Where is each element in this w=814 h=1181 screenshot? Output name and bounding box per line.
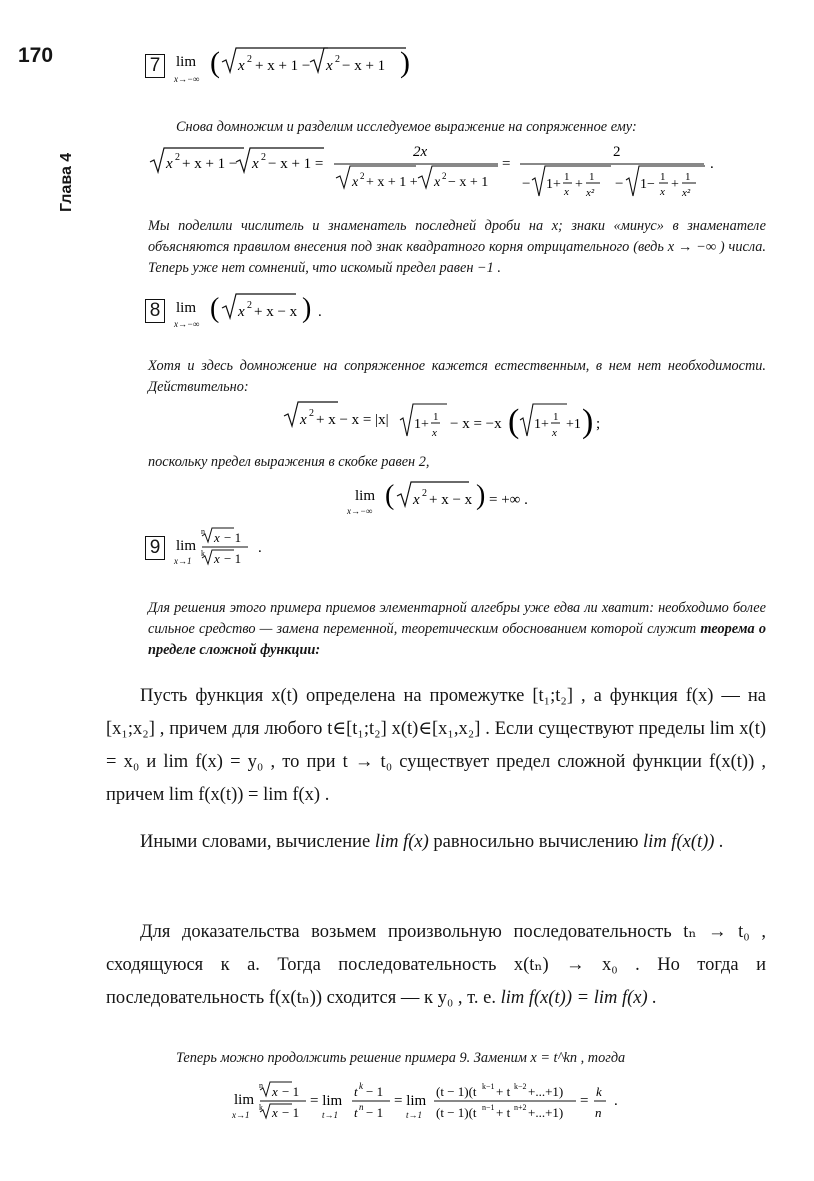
svg-text:.: . <box>258 540 262 556</box>
svg-text:(: ( <box>210 293 220 324</box>
svg-text:x: x <box>564 186 569 198</box>
svg-text:n−1: n−1 <box>482 1103 495 1112</box>
svg-text:.: . <box>614 1093 618 1109</box>
svg-text:1: 1 <box>589 171 595 183</box>
svg-text:(t − 1)(t: (t − 1)(t <box>436 1084 477 1099</box>
svg-text:(: ( <box>508 403 520 440</box>
svg-text:2: 2 <box>247 54 252 65</box>
svg-text:− 1: − 1 <box>282 1105 300 1120</box>
svg-text:1+: 1+ <box>414 417 429 432</box>
svg-text:= +∞ .: = +∞ . <box>489 492 528 508</box>
svg-text:x: x <box>238 58 245 74</box>
svg-text:t: t <box>354 1084 358 1099</box>
chapter-label-text: Глава 4 <box>58 152 75 212</box>
svg-text:x: x <box>552 427 557 439</box>
svg-text:lim: lim <box>176 538 197 554</box>
svg-text:x: x <box>300 412 307 428</box>
svg-text:lim: lim <box>176 300 197 316</box>
svg-text:x: x <box>252 156 259 172</box>
svg-text:− 1: − 1 <box>282 1084 300 1099</box>
svg-text:2: 2 <box>422 488 427 499</box>
svg-text:− x + 1: − x + 1 <box>342 58 386 74</box>
paragraph-4: поскольку предел выражения в скобке равен 2, <box>148 454 430 470</box>
svg-text:x: x <box>660 186 665 198</box>
example-8-number: 8 <box>145 299 165 323</box>
svg-text:+...+1): +...+1) <box>528 1105 564 1120</box>
svg-text:1+: 1+ <box>534 417 549 432</box>
chapter-label <box>58 150 78 220</box>
svg-text:+ x − x = |x|: + x − x = |x| <box>316 412 389 428</box>
example-7-expression <box>172 44 412 88</box>
paragraph-1: Снова домножим и разделим исследуемое выражение на сопряженное ему: <box>176 119 637 135</box>
svg-text:−: − <box>615 176 624 192</box>
theorem-rephrase: Иными словами, вычисление lim f(x) равносильно вычислению lim f(x(t)) . <box>140 832 724 852</box>
svg-text:2x: 2x <box>413 144 428 160</box>
svg-text:− x = −x: − x = −x <box>450 416 502 432</box>
svg-text:x: x <box>272 1084 278 1099</box>
paragraph-2: Мы поделили числитель и знаменатель последней дроби на x; знаки «минус» в знаменателе объясняются правилом внесения под знак квадратного корня отрицательного (ведь x → −∞ ) числа. Теперь уже нет сомнений, что искомый предел равен −1 . <box>148 218 766 276</box>
example-9-number: 9 <box>145 536 165 560</box>
svg-text:= lim: = lim <box>394 1093 427 1109</box>
theorem-text: Пусть функция x(t) определена на промежутке [t₁;t₂] , а функция f(x) — на [x₁;x₂] , причем для любого t∈[t₁;t₂] x(t)∈[x₁,x₂] . Если существуют пределы lim x(t) = x₀ и lim f(x) = y₀ , то при t → t₀ существует предел сложной функции f(x(t)) , причем lim f(x(t)) = lim f(x) . <box>106 686 766 805</box>
svg-text:− x + 1 =: − x + 1 = <box>268 156 324 172</box>
svg-text:2: 2 <box>247 300 252 311</box>
svg-text:n: n <box>259 1081 263 1090</box>
svg-text:1−: 1− <box>640 177 655 192</box>
svg-text:;: ; <box>596 416 601 432</box>
svg-text:+ x + 1 −: + x + 1 − <box>255 58 311 74</box>
svg-text:1: 1 <box>685 171 691 183</box>
svg-text:− 1: − 1 <box>224 551 242 566</box>
svg-text:(t − 1)(t: (t − 1)(t <box>436 1105 477 1120</box>
svg-text:k: k <box>259 1103 263 1112</box>
formula-conjugate <box>148 140 728 206</box>
svg-text:x: x <box>214 530 220 545</box>
svg-text:lim: lim <box>176 54 197 70</box>
svg-text:+ x + 1 +: + x + 1 + <box>366 175 418 190</box>
svg-text:+1: +1 <box>566 417 581 432</box>
svg-text:+: + <box>671 177 679 192</box>
svg-text:1: 1 <box>660 171 666 183</box>
formula-ex8 <box>282 398 602 450</box>
svg-text:t: t <box>354 1105 358 1120</box>
svg-text:): ) <box>302 293 312 324</box>
theorem-rephrase-b: равносильно вычислению <box>433 832 639 852</box>
svg-text:x: x <box>432 427 437 439</box>
svg-text:2: 2 <box>335 54 340 65</box>
example-9-expression <box>172 522 272 570</box>
svg-text:x→−∞: x→−∞ <box>347 506 373 516</box>
svg-text:(: ( <box>210 46 220 79</box>
svg-text:1: 1 <box>553 411 559 423</box>
svg-text:x→−∞: x→−∞ <box>174 319 200 329</box>
svg-text:2: 2 <box>309 408 314 419</box>
svg-text:k: k <box>359 1081 363 1091</box>
svg-text:1: 1 <box>433 411 439 423</box>
svg-text:1+: 1+ <box>546 177 561 192</box>
svg-text:k−2: k−2 <box>514 1082 527 1091</box>
svg-text:t→1: t→1 <box>322 1110 339 1120</box>
svg-text:− 1: − 1 <box>224 530 242 545</box>
page-number: 170 <box>18 44 54 67</box>
theorem-name: теорема о пределе сложной функции: <box>148 621 767 658</box>
svg-text:k−1: k−1 <box>482 1082 495 1091</box>
svg-text:n: n <box>595 1105 602 1120</box>
svg-text:n: n <box>359 1102 364 1112</box>
svg-text:x: x <box>214 551 220 566</box>
theorem-rephrase-a: Иными словами, вычисление <box>140 832 371 852</box>
svg-text:x: x <box>166 156 173 172</box>
svg-text:+...+1): +...+1) <box>528 1084 564 1099</box>
svg-text:): ) <box>582 403 594 440</box>
svg-text:x→1: x→1 <box>232 1110 250 1120</box>
svg-text:k: k <box>596 1084 602 1099</box>
svg-text:2: 2 <box>261 152 266 163</box>
svg-text:x²: x² <box>682 187 691 199</box>
example-7-number: 7 <box>145 54 165 78</box>
svg-text:1: 1 <box>564 171 570 183</box>
paragraph-5-text: Для решения этого примера приемов элементарной алгебры уже едва ли хватит: необходимо более сильное средство — замена переменной, теоретическим обоснованием которой служит <box>148 600 766 637</box>
svg-text:x→−∞: x→−∞ <box>174 74 200 84</box>
paragraph-5 <box>148 598 766 661</box>
svg-text:2: 2 <box>613 144 621 160</box>
svg-text:x²: x² <box>586 187 595 199</box>
svg-text:+ x − x: + x − x <box>254 304 298 320</box>
paragraph-3: Хотя и здесь домножение на сопряженное кажется естественным, в нем нет необходимости. Действительно: <box>148 358 766 395</box>
svg-text:x→1: x→1 <box>174 556 192 566</box>
formula-ex9-solution <box>230 1074 640 1126</box>
example-8-expression <box>172 290 332 332</box>
svg-text:x: x <box>326 58 333 74</box>
svg-text:x: x <box>413 492 420 508</box>
svg-text:x: x <box>434 175 441 190</box>
svg-text:lim: lim <box>234 1092 255 1108</box>
proof-text-body: Для доказательства возьмем произвольную последовательность tₙ → t₀ , сходящуюся к a. Тогда последовательность x(tₙ) → x₀ . Но тогда и последовательность f(x(tₙ)) сходится — к y₀ , т. е. <box>106 922 766 1008</box>
svg-text:lim: lim <box>355 488 376 504</box>
svg-text:=: = <box>502 156 511 172</box>
svg-text:+ t: + t <box>496 1084 511 1099</box>
svg-text:− x + 1: − x + 1 <box>448 175 489 190</box>
svg-text:x: x <box>238 304 245 320</box>
svg-text:+ x − x: + x − x <box>429 492 473 508</box>
svg-text:.: . <box>318 304 322 320</box>
svg-text:−: − <box>522 176 531 192</box>
svg-text:+ t: + t <box>496 1105 511 1120</box>
svg-text:): ) <box>476 480 486 511</box>
svg-text:x: x <box>272 1105 278 1120</box>
svg-text:(: ( <box>385 480 395 511</box>
svg-text:2: 2 <box>360 171 365 181</box>
svg-text:t→1: t→1 <box>406 1110 423 1120</box>
svg-text:+: + <box>575 177 583 192</box>
paragraph-6: Теперь можно продолжить решение примера 9. Заменим x = t^kn , тогда <box>176 1050 626 1066</box>
svg-text:+ x + 1 −: + x + 1 − <box>182 156 238 172</box>
svg-text:): ) <box>400 46 410 79</box>
svg-text:2: 2 <box>175 152 180 163</box>
svg-text:k: k <box>201 549 205 558</box>
proof-text: Для доказательства возьмем произвольную последовательность tₙ → t₀ , сходящуюся к a. Тогда последовательность x(tₙ) → x₀ . Но тогда и последовательность f(x(tₙ)) сходится — к y₀ , т. е. lim f(x(t)) = lim f(x) . <box>106 922 766 1008</box>
formula-ex8-result <box>345 476 535 518</box>
svg-text:= lim: = lim <box>310 1093 343 1109</box>
svg-text:.: . <box>710 156 714 172</box>
svg-text:x: x <box>352 175 359 190</box>
svg-text:n+2: n+2 <box>514 1103 527 1112</box>
svg-text:=: = <box>580 1093 589 1109</box>
svg-text:n: n <box>201 527 205 536</box>
svg-text:2: 2 <box>442 171 447 181</box>
svg-text:− 1: − 1 <box>366 1084 384 1099</box>
svg-text:− 1: − 1 <box>366 1105 384 1120</box>
